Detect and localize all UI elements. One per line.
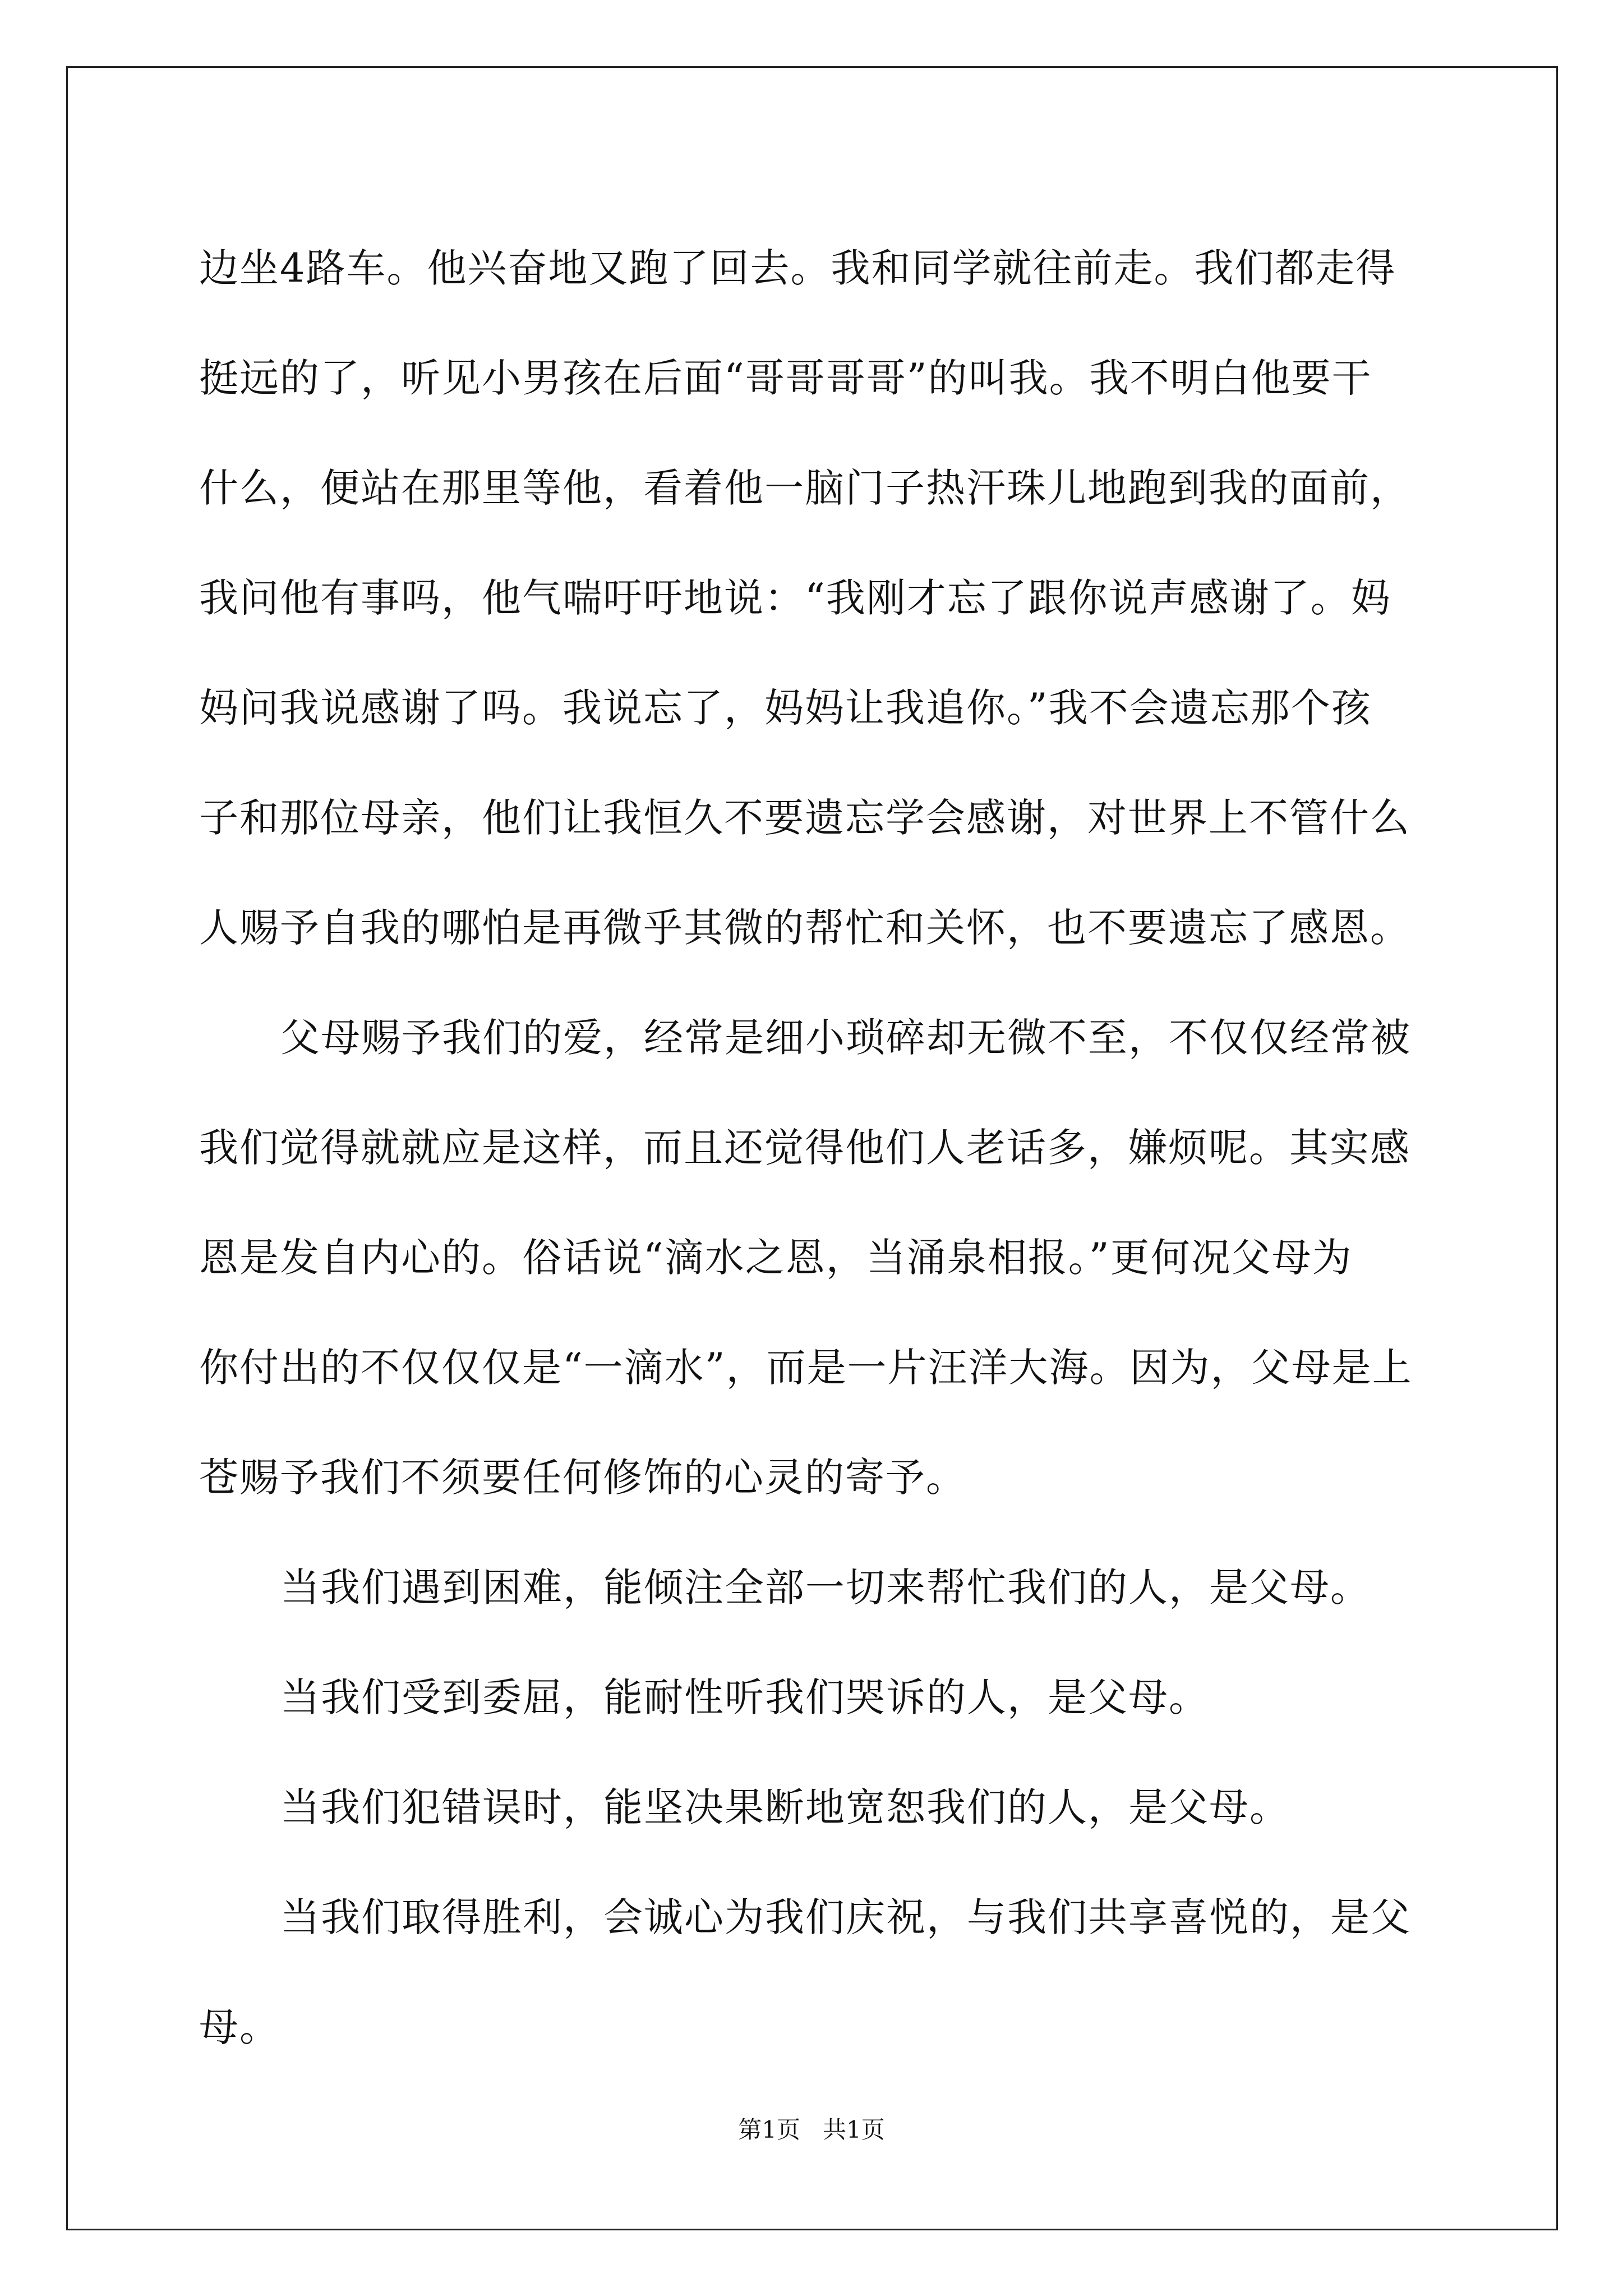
text-line: 挺远的了，听见小男孩在后面“哥哥哥哥”的叫我。我不明白他要干: [199, 355, 1372, 401]
text-line: 子和那位母亲，他们让我恒久不要遗忘学会感谢，对世界上不管什么: [199, 795, 1410, 841]
paragraph-start-line: 当我们取得胜利，会诚心为我们庆祝，与我们共享喜悦的，是父: [280, 1894, 1411, 1940]
text-line: 恩是发自内心的。俗话说“滴水之恩，当涌泉相报。”更何况父母为: [199, 1235, 1353, 1281]
text-line: 我问他有事吗，他气喘吁吁地说：“我刚才忘了跟你说声感谢了。妈: [199, 575, 1391, 621]
text-line: 我们觉得就就应是这样，而且还觉得他们人老话多，嫌烦呢。其实感: [199, 1125, 1410, 1171]
text-line: 妈问我说感谢了吗。我说忘了，妈妈让我追你。”我不会遗忘那个孩: [199, 685, 1372, 731]
paragraph-start-line: 当我们遇到困难，能倾注全部一切来帮忙我们的人，是父母。: [280, 1565, 1371, 1611]
text-line: 苍赐予我们不须要任何修饰的心灵的寄予。: [199, 1455, 966, 1501]
text-line: 母。: [199, 2004, 280, 2050]
page-number-footer: 第1页 共1页: [738, 2116, 885, 2143]
text-line: 你付出的不仅仅仅是“一滴水”，而是一片汪洋大海。因为，父母是上: [199, 1345, 1413, 1391]
text-line: 边坐4路车。他兴奋地又跑了回去。我和同学就往前走。我们都走得: [199, 245, 1396, 291]
paragraph-start-line: 当我们受到委屈，能耐性听我们哭诉的人，是父母。: [280, 1674, 1209, 1720]
text-line: 人赐予自我的哪怕是再微乎其微的帮忙和关怀，也不要遗忘了感恩。: [199, 905, 1410, 951]
paragraph-start-line: 当我们犯错误时，能坚决果断地宽恕我们的人，是父母。: [280, 1784, 1290, 1830]
text-line: 什么，便站在那里等他，看着他一脑门子热汗珠儿地跑到我的面前，: [199, 465, 1410, 511]
paragraph-start-line: 父母赐予我们的爱，经常是细小琐碎却无微不至，不仅仅经常被: [280, 1015, 1411, 1061]
document-body: [199, 213, 1422, 2082]
